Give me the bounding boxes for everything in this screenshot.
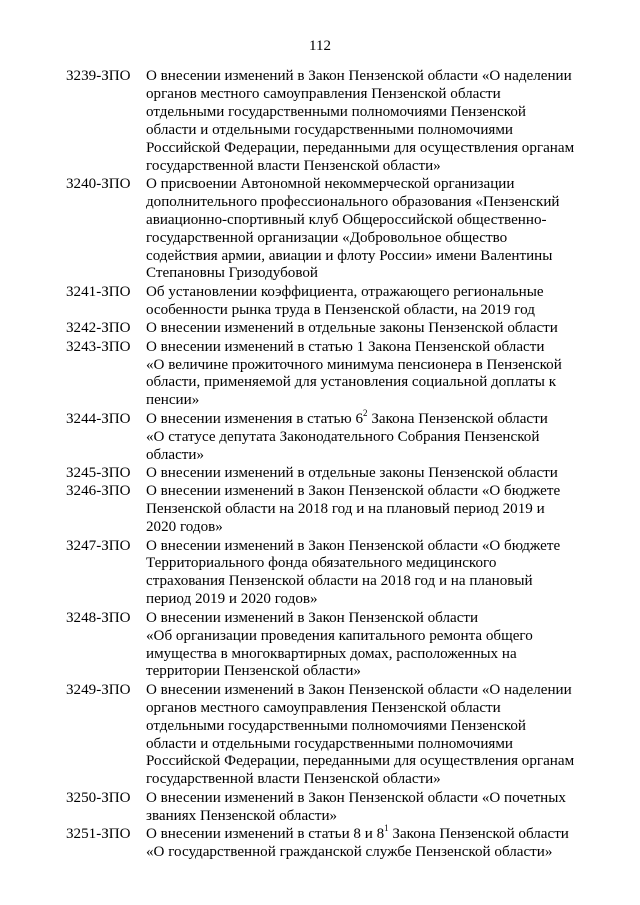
law-title-line: Степановны Гризодубовой [146, 265, 318, 282]
law-number: 3250-ЗПО [66, 789, 131, 806]
law-title-line: Территориального фонда обязательного медицинского [146, 555, 497, 572]
law-number: 3240-ЗПО [66, 175, 131, 192]
law-title [146, 68, 586, 175]
law-title-line: «О величине прожиточного минимума пенсионера в Пензенской [146, 356, 562, 373]
law-title-line: государственной власти Пензенской области» [146, 771, 441, 788]
law-title [146, 176, 586, 283]
law-title [146, 465, 586, 483]
law-title-line: О внесении изменений в отдельные законы Пензенской области [146, 464, 558, 481]
law-title [146, 339, 586, 411]
law-title-line: отдельными государственными полномочиями Пензенской [146, 103, 526, 120]
law-title-text: Закона Пензенской области [388, 826, 569, 843]
law-number: 3249-ЗПО [66, 681, 131, 698]
law-list [66, 68, 586, 862]
law-title-line: области, применяемой для установления социальной доплаты к [146, 374, 557, 391]
law-title-line: авиационно-спортивный клуб Общероссийской общественно- [146, 211, 547, 228]
law-entry-3242 [66, 320, 586, 338]
law-entry-3244 [66, 407, 586, 465]
law-entry-3240 [66, 176, 586, 283]
law-title-line: органов местного самоуправления Пензенской области [146, 699, 501, 716]
law-title [146, 682, 586, 789]
law-title [146, 823, 586, 862]
law-title-line: Пензенской области на 2018 год и на плановый период 2019 и [146, 501, 545, 518]
law-entry-3245 [66, 465, 586, 483]
law-title-line: О присвоении Автономной некоммерческой организации [146, 175, 515, 192]
law-title-line: О внесении изменений в Закон Пензенской области [146, 609, 479, 626]
law-title-line: особенности рынка труда в Пензенской области, на 2019 год [146, 301, 535, 318]
law-title-line [146, 823, 586, 844]
law-number: 3243-ЗПО [66, 338, 131, 355]
law-title-line: государственной организации «Добровольное общество [146, 229, 508, 246]
law-number: 3246-ЗПО [66, 483, 131, 500]
law-entry-3251 [66, 823, 586, 862]
law-title-line: О внесении изменений в Закон Пензенской области «О наделении [146, 681, 572, 698]
law-title-line: содействия армии, авиации и флоту России» имени Валентины [146, 247, 553, 264]
law-number: 3241-ЗПО [66, 283, 131, 300]
law-title-line: О внесении изменений в Закон Пензенской области «О наделении [146, 68, 572, 84]
law-title [146, 790, 586, 826]
law-title-line: отдельными государственными полномочиями Пензенской [146, 717, 526, 734]
law-title [146, 538, 586, 610]
law-title [146, 610, 586, 682]
law-title [146, 483, 586, 537]
article-superscript: 1 [384, 823, 389, 834]
law-title-line: О внесении изменений в статью 1 Закона Пензенской области [146, 338, 545, 355]
law-title-text: Закона Пензенской области [367, 410, 548, 427]
law-title-line: органов местного самоуправления Пензенской области [146, 85, 501, 102]
law-title-line: 2020 годов» [146, 519, 223, 536]
law-title-line: «О статусе депутата Законодательного Собрания Пензенской [146, 428, 540, 445]
law-number: 3251-ЗПО [66, 826, 131, 843]
law-title-line: Об установлении коэффициента, отражающего региональные [146, 283, 544, 300]
law-title [146, 320, 586, 338]
law-number: 3244-ЗПО [66, 410, 131, 427]
law-number: 3242-ЗПО [66, 320, 131, 337]
law-title [146, 284, 586, 320]
law-entry-3247 [66, 538, 586, 610]
law-title-line: государственной власти Пензенской области» [146, 157, 441, 174]
law-title-line: «Об организации проведения капитального ремонта общего [146, 627, 533, 644]
law-title-line: области и отдельными государственными полномочиями [146, 735, 513, 752]
law-title-line: О внесении изменений в Закон Пензенской области «О бюджете [146, 537, 561, 554]
law-title-line: имущества в многоквартирных домах, расположенных на [146, 645, 517, 662]
law-number: 3239-ЗПО [66, 68, 131, 84]
article-superscript: 2 [363, 407, 368, 418]
law-number: 3245-ЗПО [66, 464, 131, 481]
law-title-line: «О государственной гражданской службе Пензенской области» [146, 843, 553, 860]
law-title-line: званиях Пензенской области» [146, 807, 338, 824]
law-title-line: области» [146, 446, 205, 463]
law-entry-3239 [66, 68, 586, 175]
law-title-line: пенсии» [146, 392, 200, 409]
law-number: 3248-ЗПО [66, 609, 131, 626]
law-title-line: период 2019 и 2020 годов» [146, 591, 318, 608]
page-number: 112 [309, 38, 331, 54]
law-title-line: О внесении изменений в отдельные законы Пензенской области [146, 320, 558, 337]
law-title-line: территории Пензенской области» [146, 663, 361, 680]
law-title-line: Российской Федерации, переданными для осуществления органам [146, 753, 575, 770]
law-title-line: дополнительного профессионального образования «Пензенский [146, 193, 560, 210]
law-title-text: О внесении изменений в статьи 8 и 8 [146, 826, 385, 843]
law-title-line: страхования Пензенской области на 2018 год и на плановый [146, 573, 533, 590]
law-entry-3246 [66, 483, 586, 537]
law-title-line: Российской Федерации, переданными для осуществления органам [146, 139, 575, 156]
law-entry-3248 [66, 610, 586, 682]
law-entry-3243 [66, 339, 586, 411]
law-number: 3247-ЗПО [66, 537, 131, 554]
law-entry-3250 [66, 790, 586, 826]
law-entry-3241 [66, 284, 586, 320]
law-title-line: О внесении изменений в Закон Пензенской области «О почетных [146, 789, 566, 806]
law-entry-3249 [66, 682, 586, 789]
law-title [146, 407, 586, 465]
law-title-line [146, 407, 586, 429]
law-title-line: области и отдельными государственными полномочиями [146, 121, 513, 138]
law-title-text: О внесении изменения в статью 6 [146, 410, 364, 427]
law-title-line: О внесении изменений в Закон Пензенской области «О бюджете [146, 483, 561, 500]
